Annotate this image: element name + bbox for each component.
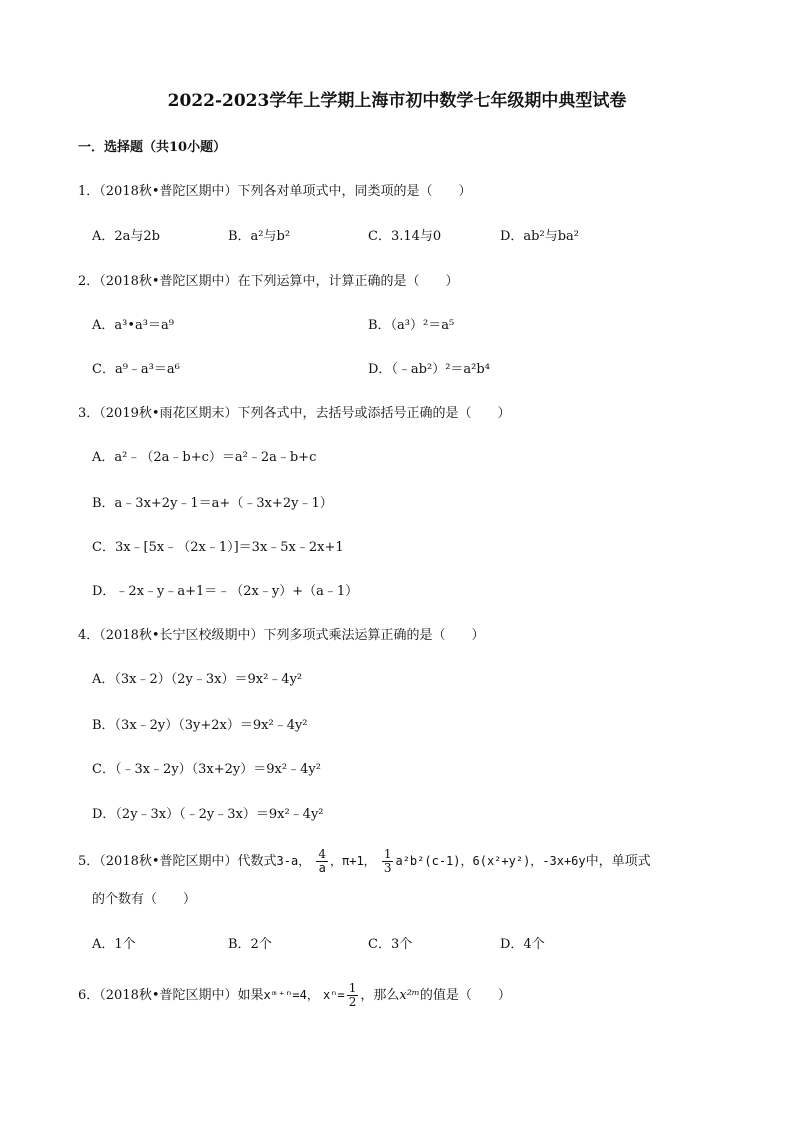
q5-frac1-numerator: 4 — [318, 847, 326, 861]
section-heading: 一．选择题（共10小题） — [78, 140, 227, 155]
q5-expr-3: a²b²(c-1)，6(x²+y²)，-3x+6y — [395, 854, 586, 868]
q2-option-d: D．（﹣ab²）²＝a²b⁴ — [368, 362, 490, 377]
q5-fraction-1 — [316, 848, 328, 875]
q1-option-c: C．3.14与0 — [368, 229, 442, 244]
q6-stem-start: 6．（2018秋•普陀区期中）如果 — [78, 988, 264, 1003]
q4-option-b: B．（3x﹣2y）（3y+2x）＝9x²﹣4y² — [92, 718, 308, 733]
q2-option-a: A．a³•a³＝a⁹ — [92, 318, 174, 333]
q5-frac2-denominator: 3 — [383, 861, 392, 875]
q4-option-d: D．（2y﹣3x）（﹣2y﹣3x）＝9x²﹣4y² — [92, 807, 324, 822]
q6-stem-middle: ，那么 — [360, 988, 400, 1003]
question-1-stem: 1．（2018秋•普陀区期中）下列各对单项式中，同类项的是（ ） — [78, 184, 472, 199]
q6-frac-denominator: 2 — [348, 995, 357, 1009]
q3-option-d: D．﹣2x﹣y﹣a+1＝﹣（2x﹣y）+（a﹣1） — [92, 584, 359, 599]
q5-option-b: B．2个 — [228, 937, 272, 952]
q5-expr-1: 3-a， — [276, 854, 311, 868]
q1-option-d: D．ab²与ba² — [500, 229, 579, 244]
q6-expr-2: xⁿ= — [323, 988, 345, 1002]
q5-fraction-2 — [382, 848, 394, 875]
q6-expr-3: x²ᵐ — [399, 988, 420, 1003]
q5-expr-2: ，π+1， — [330, 854, 376, 868]
q6-expr-1: xᵐ⁺ⁿ=4， — [263, 988, 319, 1002]
q1-option-a: A．2a与2b — [92, 229, 161, 244]
q5-stem-end: 中，单项式 — [585, 854, 651, 869]
q6-fraction — [347, 982, 359, 1009]
q2-option-b: B．（a³）²＝a⁵ — [368, 318, 455, 333]
q5-option-d: D．4个 — [500, 937, 545, 952]
q3-option-b: B．a﹣3x+2y﹣1＝a+（﹣3x+2y﹣1） — [92, 496, 333, 511]
q6-frac-numerator: 1 — [348, 981, 357, 995]
question-6-stem — [78, 982, 511, 1009]
q5-option-c: C．3个 — [368, 937, 413, 952]
question-5-stem — [78, 848, 651, 875]
q5-frac2-numerator: 1 — [383, 847, 392, 861]
q5-stem-start: 5．（2018秋•普陀区期中）代数式 — [78, 854, 277, 869]
q3-option-c: C．3x﹣[5x﹣（2x﹣1）]＝3x﹣5x﹣2x+1 — [92, 540, 344, 555]
question-2-stem: 2．（2018秋•普陀区期中）在下列运算中，计算正确的是（ ） — [78, 274, 459, 289]
question-3-stem: 3．（2019秋•雨花区期末）下列各式中，去括号或添括号正确的是（ ） — [78, 406, 511, 421]
q5-frac1-denominator: a — [318, 861, 326, 875]
q3-option-a: A．a²﹣（2a﹣b+c）＝a²﹣2a﹣b+c — [92, 450, 317, 465]
q1-option-b: B．a²与b² — [228, 229, 291, 244]
q4-option-a: A．（3x﹣2）（2y﹣3x）＝9x²﹣4y² — [92, 672, 303, 687]
q4-option-c: C．（﹣3x﹣2y）（3x+2y）＝9x²﹣4y² — [92, 762, 321, 777]
q5-option-a: A．1个 — [92, 937, 136, 952]
question-4-stem: 4．（2018秋•长宁区校级期中）下列多项式乘法运算正确的是（ ） — [78, 628, 485, 643]
q5-stem-continuation: 的个数有（ ） — [92, 892, 197, 907]
page-title: 2022-2023学年上学期上海市初中数学七年级期中典型试卷 — [167, 91, 627, 111]
q6-stem-end: 的值是（ ） — [419, 988, 511, 1003]
q2-option-c: C．a⁹﹣a³＝a⁶ — [92, 362, 180, 377]
